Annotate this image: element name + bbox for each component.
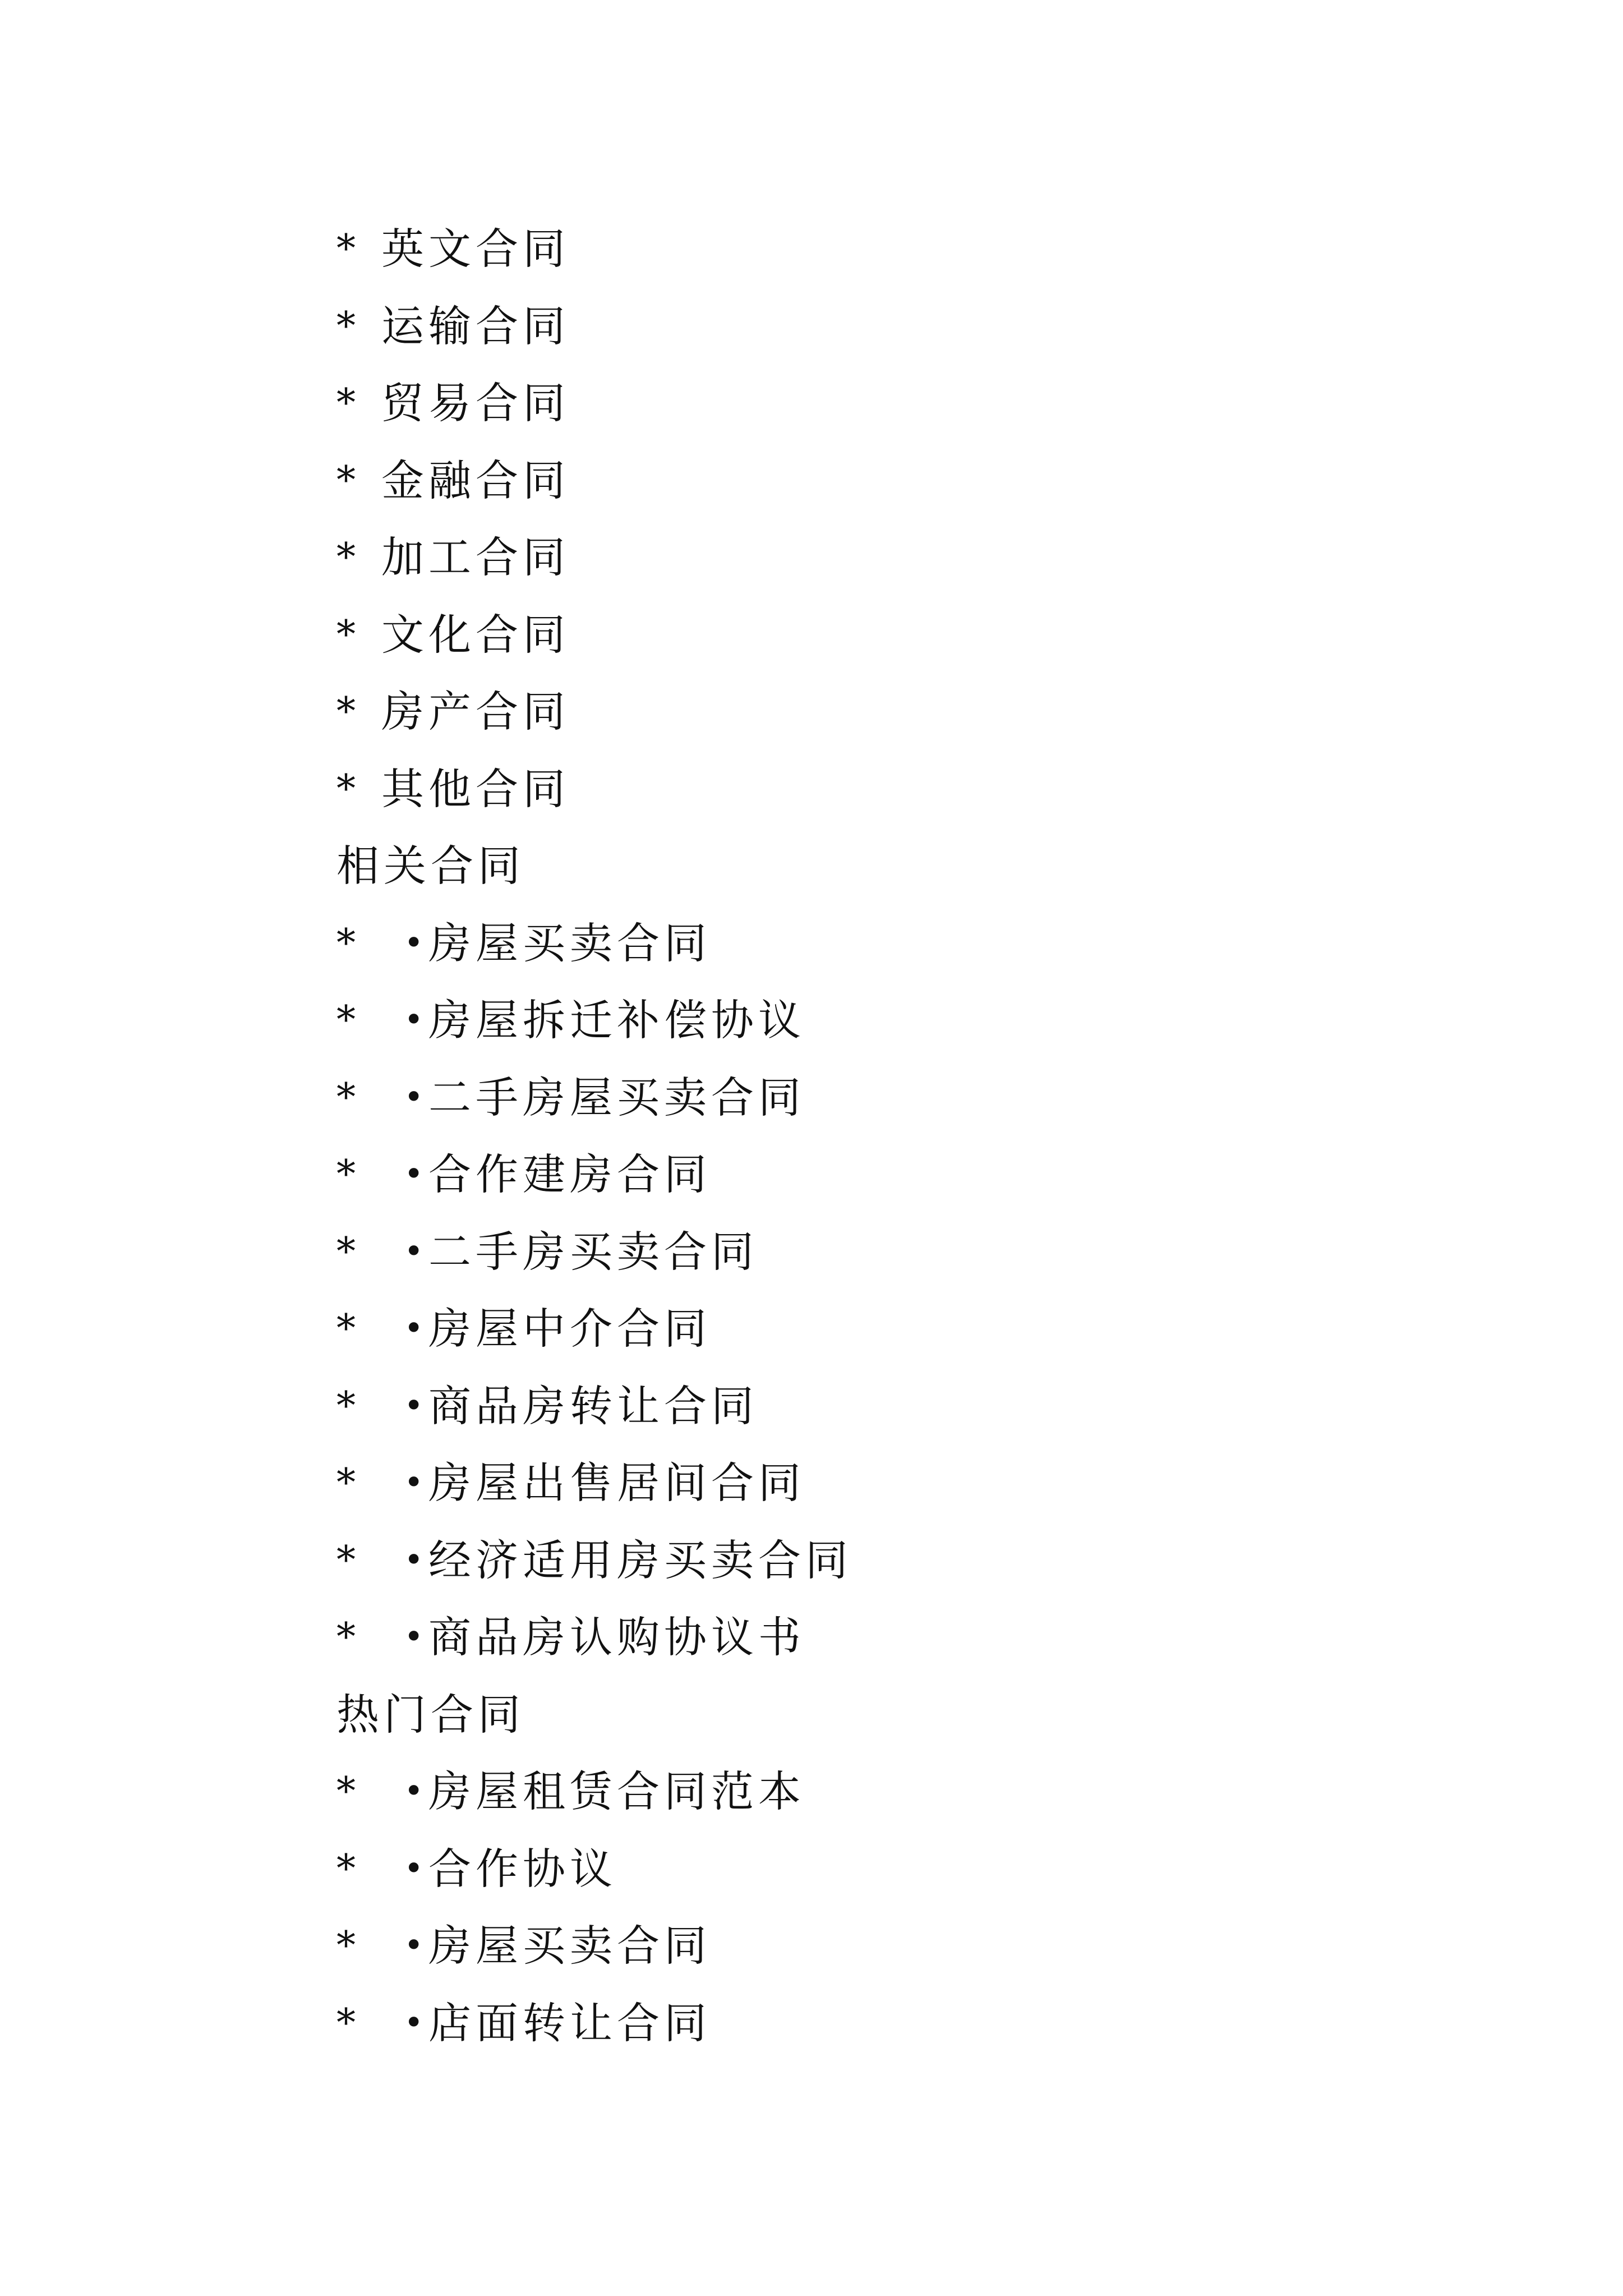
related-item-link[interactable]: 商品房认购协议书 — [428, 1612, 805, 1662]
asterisk-marker: * — [336, 1615, 356, 1659]
related-item-link[interactable]: 二手房买卖合同 — [428, 1226, 758, 1277]
related-item[interactable] — [336, 982, 1514, 1059]
bullet-dot: • — [404, 923, 424, 963]
category-label: 金融合同 — [381, 455, 570, 505]
asterisk-marker: * — [336, 535, 356, 579]
asterisk-marker: * — [336, 2000, 356, 2045]
asterisk-marker: * — [336, 766, 356, 811]
category-label: 加工合同 — [381, 532, 570, 582]
related-item-link[interactable]: 房屋出售居间合同 — [428, 1458, 805, 1508]
category-label: 英文合同 — [381, 224, 570, 274]
category-label: 贸易合同 — [381, 378, 570, 428]
popular-item[interactable] — [336, 1830, 1514, 1908]
asterisk-marker: * — [336, 381, 356, 425]
asterisk-marker: * — [336, 227, 356, 271]
related-item[interactable] — [336, 1444, 1514, 1522]
asterisk-marker: * — [336, 1229, 356, 1274]
bullet-dot: • — [404, 1386, 424, 1425]
asterisk-marker: * — [336, 1924, 356, 1968]
asterisk-marker: * — [336, 921, 356, 965]
related-item[interactable] — [336, 1136, 1514, 1213]
category-item-other[interactable] — [336, 751, 1514, 828]
category-label: 文化合同 — [381, 609, 570, 660]
bullet-dot: • — [404, 1617, 424, 1657]
category-item-real-estate[interactable] — [336, 673, 1514, 751]
related-item-link[interactable]: 房屋拆迁补偿协议 — [428, 995, 805, 1045]
document-content — [336, 210, 1514, 2062]
asterisk-marker: * — [336, 1075, 356, 1120]
related-item[interactable] — [336, 1213, 1514, 1291]
related-item[interactable] — [336, 1599, 1514, 1676]
bullet-dot: • — [404, 1540, 424, 1580]
category-item-transport[interactable] — [336, 288, 1514, 365]
bullet-dot: • — [404, 1000, 424, 1039]
bullet-dot: • — [404, 1772, 424, 1811]
bullet-dot: • — [404, 1309, 424, 1348]
bullet-dot: • — [404, 1463, 424, 1502]
popular-item-link[interactable]: 房屋买卖合同 — [428, 1921, 711, 1971]
asterisk-marker: * — [336, 1383, 356, 1428]
related-item-link[interactable]: 房屋买卖合同 — [428, 918, 711, 968]
bullet-dot: • — [404, 1231, 424, 1271]
bullet-dot: • — [404, 1077, 424, 1117]
category-label: 其他合同 — [381, 763, 570, 814]
asterisk-marker: * — [336, 612, 356, 657]
related-item[interactable] — [336, 1059, 1514, 1137]
popular-item[interactable] — [336, 1907, 1514, 1985]
popular-item-link[interactable]: 店面转让合同 — [428, 1998, 711, 2048]
category-item-processing[interactable] — [336, 519, 1514, 596]
related-item[interactable] — [336, 905, 1514, 982]
asterisk-marker: * — [336, 689, 356, 734]
related-item-link[interactable]: 商品房转让合同 — [428, 1381, 758, 1431]
bullet-dot: • — [404, 1926, 424, 1965]
category-label: 房产合同 — [381, 687, 570, 737]
asterisk-marker: * — [336, 1538, 356, 1582]
bullet-dot: • — [404, 1848, 424, 1888]
related-item[interactable] — [336, 1368, 1514, 1445]
category-item-culture[interactable] — [336, 596, 1514, 674]
popular-item[interactable] — [336, 1753, 1514, 1830]
related-item-link[interactable]: 经济适用房买卖合同 — [428, 1535, 852, 1585]
related-item-link[interactable]: 房屋中介合同 — [428, 1304, 711, 1354]
asterisk-marker: * — [336, 1306, 356, 1351]
asterisk-marker: * — [336, 1769, 356, 1814]
related-contracts-heading: 相关合同 — [336, 841, 525, 891]
popular-item[interactable] — [336, 1985, 1514, 2062]
bullet-dot: • — [404, 2003, 424, 2042]
related-item[interactable] — [336, 1290, 1514, 1368]
popular-contracts-heading: 热门合同 — [336, 1689, 525, 1740]
category-item-english[interactable] — [336, 210, 1514, 288]
asterisk-marker: * — [336, 998, 356, 1042]
asterisk-marker: * — [336, 1461, 356, 1505]
related-item[interactable] — [336, 1522, 1514, 1599]
asterisk-marker: * — [336, 1846, 356, 1891]
bullet-dot: • — [404, 1154, 424, 1194]
asterisk-marker: * — [336, 1152, 356, 1197]
category-label: 运输合同 — [381, 301, 570, 351]
related-item-link[interactable]: 二手房屋买卖合同 — [428, 1072, 805, 1122]
asterisk-marker: * — [336, 458, 356, 503]
popular-item-link[interactable]: 合作协议 — [428, 1843, 617, 1894]
popular-item-link[interactable]: 房屋租赁合同范本 — [428, 1766, 805, 1816]
asterisk-marker: * — [336, 303, 356, 348]
category-item-finance[interactable] — [336, 442, 1514, 519]
category-item-trade[interactable] — [336, 365, 1514, 442]
related-item-link[interactable]: 合作建房合同 — [428, 1149, 711, 1199]
